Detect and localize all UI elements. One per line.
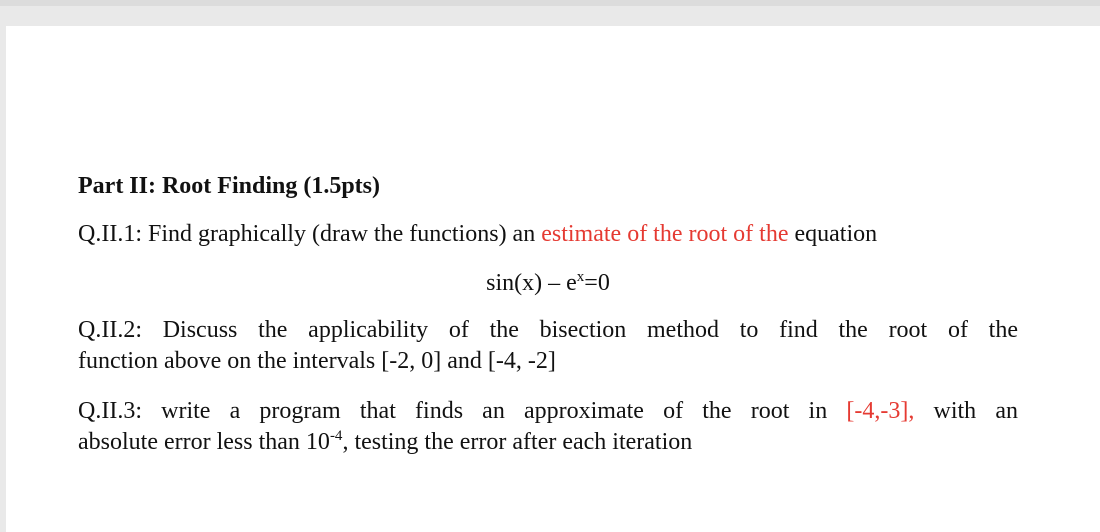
question-3-line-2-suffix: , testing the error after each iteration <box>342 429 693 455</box>
question-2-line-1: Q.II.2: Discuss the applicability of the bisection method to find the root of the <box>78 317 1018 343</box>
viewer-top-edge <box>0 0 1100 6</box>
question-3-exponent: -4 <box>329 428 343 444</box>
question-1-suffix: equation <box>788 221 878 247</box>
question-1-highlight: estimate of the root of the <box>541 221 789 247</box>
section-heading: Part II: Root Finding (1.5pts) <box>78 173 381 199</box>
question-2-line-2: function above on the intervals [-2, 0] and [-4, -2] <box>78 348 556 374</box>
question-3-line-1 <box>78 396 1018 427</box>
question-3-text-suffix: with an <box>914 398 1018 424</box>
equation-left: sin(x) – e <box>486 270 577 296</box>
question-3-text: Q.II.3: write a program that finds an approximate of the root in <box>78 398 847 424</box>
question-3-line-2 <box>78 427 1018 458</box>
question-2 <box>78 315 1018 377</box>
document-page <box>6 26 1100 532</box>
equation-exponent: x <box>576 269 585 285</box>
question-3-interval-highlight: [-4,-3], <box>846 398 915 424</box>
question-1-text: Q.II.1: Find graphically (draw the functions) an <box>78 221 542 247</box>
question-3-line-2-prefix: absolute error less than 10 <box>78 429 330 455</box>
equation-right: =0 <box>584 270 610 296</box>
equation <box>78 268 1018 299</box>
question-1 <box>78 219 877 250</box>
question-3 <box>78 396 1018 458</box>
